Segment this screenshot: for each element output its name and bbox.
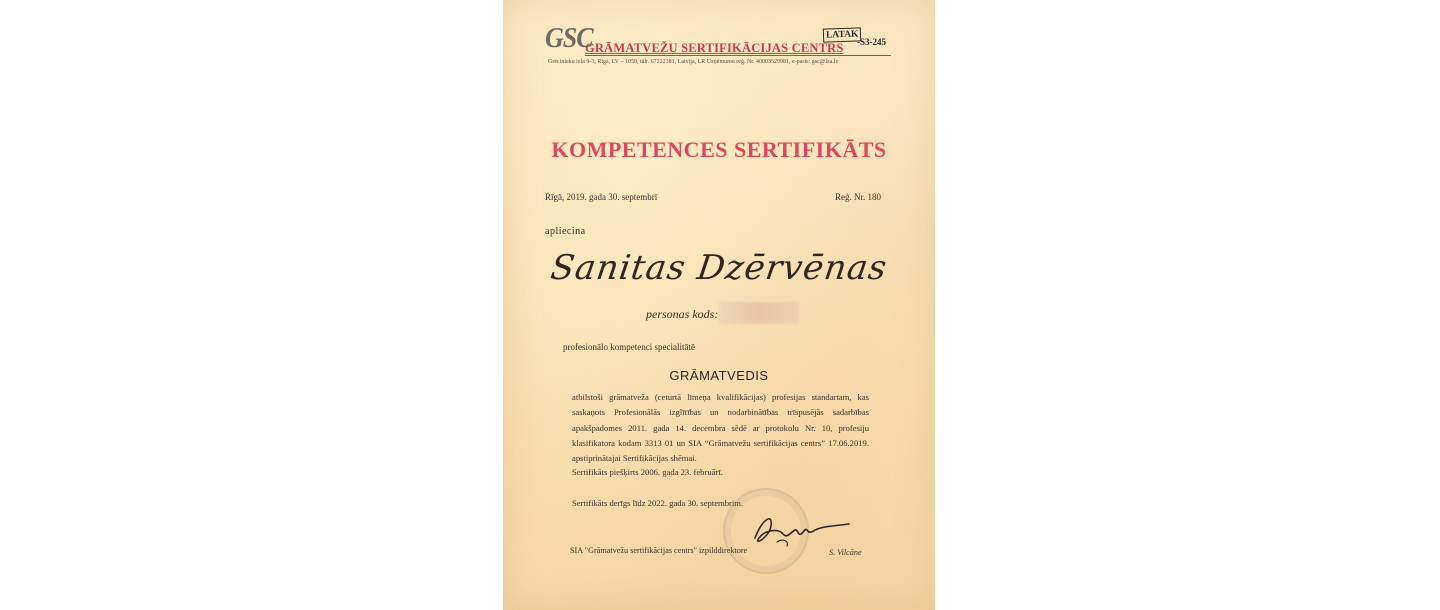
certificate-page [503,0,935,610]
registration-number: Reģ. Nr. 180 [835,192,881,202]
specialty-intro: profesionālo kompetenci specialitātē [563,342,695,352]
accreditation-code: -S3-245 [857,37,886,47]
profession-title: GRĀMATVEDIS [669,368,769,383]
latak-logo: LATAK [823,27,862,42]
header-divider [585,55,891,56]
confirms-label: apliecina [545,226,586,237]
valid-until: Sertifikāts derīgs līdz 2022. gada 30. septembrim. [572,498,744,508]
granted-date: Sertifikāts piešķirts 2006. gada 23. februārī. [572,467,723,477]
personal-code-label: personas kods: [646,307,719,321]
signatory-name: S. Vilcāne [829,548,862,557]
holder-name: Sanitas Dzērvēnas [548,248,890,288]
certificate-title: KOMPETENCES SERTIFIKĀTS [551,137,887,162]
gsc-logo: GSC [545,21,593,54]
body-paragraph: atbilstoši grāmatveža (ceturtā līmeņa kvalifikācijas) profesijas standartam, kas saskaņots Profesionālās izglītības un nodarbinātības trīspusējās sadarbības apakšpadomes 2011. gada 14. decembra sēdē ar protokolu Nr. 10, profesiju klasifikatora kodam 3313 01 un SIA “Grāmatvežu sertifikācijas centrs” 17.06.2019. apstiprinātajai Sertifikācijas shēmai. [572,392,869,464]
organization-address: Grēcinieku iela 9-3, Rīgā, LV – 1050, tālr. 67222381, Latvija, LR Uzņēmumu reģ. Nr. 40003529981, e-pasts: gsc@lza.lv [548,59,839,65]
signature-icon [743,508,853,553]
signatory-role: SIA "Grāmatvežu sertifikācijas centrs" izpilddirektore [570,546,748,555]
organization-name: GRĀMATVEŽU SERTIFIKĀCIJAS CENTRS [585,41,844,55]
certificate-body [572,390,869,466]
personal-code-redacted [719,302,799,324]
place-date: Rīgā, 2019. gada 30. septembrī [545,192,658,202]
